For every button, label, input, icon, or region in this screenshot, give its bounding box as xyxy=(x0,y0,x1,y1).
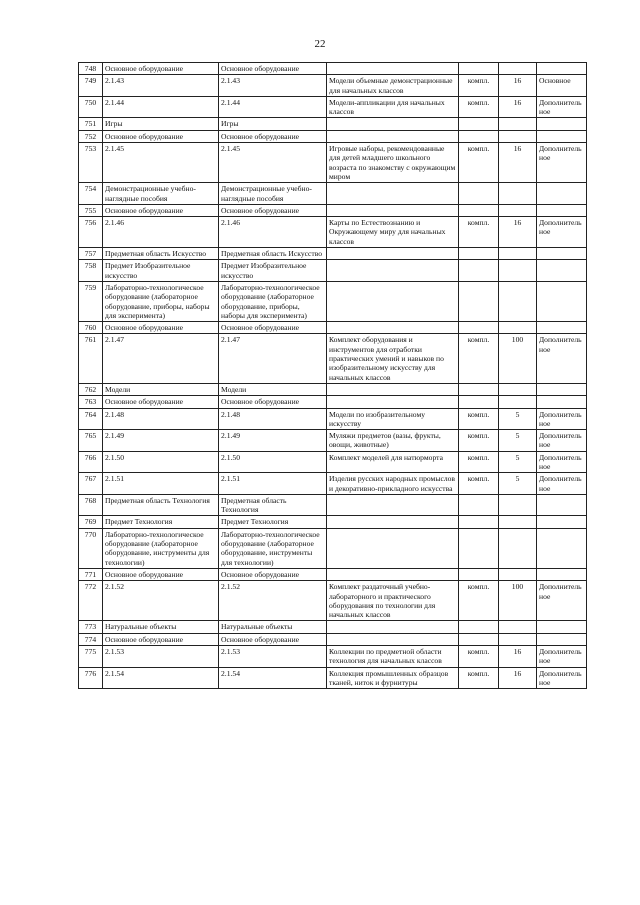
cell-section-code-duplicate: 2.1.43 xyxy=(219,75,327,97)
cell-section-code: Основное оборудование xyxy=(103,568,219,580)
cell-unit xyxy=(459,396,499,408)
cell-item-name xyxy=(327,494,459,516)
cell-item-name: Коллекция промышленных образцов тканей, ниток и фурнитуры xyxy=(327,667,459,689)
cell-equipment-type xyxy=(537,568,587,580)
cell-unit: компл. xyxy=(459,581,499,621)
cell-section-code-duplicate: 2.1.53 xyxy=(219,646,327,668)
cell-equipment-type: Дополнительное xyxy=(537,473,587,495)
cell-item-name xyxy=(327,204,459,216)
cell-item-name xyxy=(327,621,459,633)
cell-unit xyxy=(459,248,499,260)
table-row xyxy=(79,143,587,183)
cell-section-code-duplicate: Основное оборудование xyxy=(219,396,327,408)
cell-section-code: Натуральные объекты xyxy=(103,621,219,633)
cell-unit: компл. xyxy=(459,217,499,248)
cell-item-name: Изделия русских народных промыслов и декоративно-прикладного искусства xyxy=(327,473,459,495)
cell-equipment-type xyxy=(537,204,587,216)
cell-equipment-type: Дополнительное xyxy=(537,334,587,383)
cell-equipment-type xyxy=(537,130,587,142)
cell-section-code: 2.1.46 xyxy=(103,217,219,248)
cell-unit: компл. xyxy=(459,473,499,495)
cell-item-name: Модели объемные демонстрационные для начальных классов xyxy=(327,75,459,97)
table-row xyxy=(79,118,587,130)
cell-equipment-type xyxy=(537,281,587,321)
cell-equipment-type: Основное xyxy=(537,75,587,97)
cell-section-code: Основное оборудование xyxy=(103,322,219,334)
cell-quantity xyxy=(499,281,537,321)
cell-section-code: Основное оборудование xyxy=(103,396,219,408)
cell-item-name xyxy=(327,118,459,130)
cell-section-code: 2.1.50 xyxy=(103,451,219,473)
cell-row-number: 774 xyxy=(79,633,103,645)
cell-row-number: 751 xyxy=(79,118,103,130)
cell-quantity: 16 xyxy=(499,646,537,668)
cell-equipment-type: Дополнительное xyxy=(537,430,587,452)
cell-row-number: 755 xyxy=(79,204,103,216)
table-row xyxy=(79,621,587,633)
table-row xyxy=(79,334,587,383)
cell-equipment-type: Дополнительное xyxy=(537,143,587,183)
cell-row-number: 757 xyxy=(79,248,103,260)
cell-item-name: Комплект моделей для натюрморта xyxy=(327,451,459,473)
cell-quantity xyxy=(499,396,537,408)
cell-section-code-duplicate: 2.1.47 xyxy=(219,334,327,383)
cell-quantity xyxy=(499,260,537,282)
cell-section-code-duplicate: 2.1.52 xyxy=(219,581,327,621)
cell-quantity: 16 xyxy=(499,75,537,97)
cell-section-code: 2.1.48 xyxy=(103,408,219,430)
cell-section-code: Основное оборудование xyxy=(103,204,219,216)
cell-item-name xyxy=(327,260,459,282)
table-row xyxy=(79,646,587,668)
cell-item-name xyxy=(327,63,459,75)
cell-row-number: 764 xyxy=(79,408,103,430)
cell-equipment-type xyxy=(537,494,587,516)
cell-quantity xyxy=(499,248,537,260)
cell-item-name xyxy=(327,396,459,408)
table-row xyxy=(79,204,587,216)
cell-unit xyxy=(459,383,499,395)
cell-unit xyxy=(459,63,499,75)
cell-quantity xyxy=(499,633,537,645)
cell-unit xyxy=(459,568,499,580)
cell-item-name xyxy=(327,130,459,142)
table-row xyxy=(79,451,587,473)
cell-row-number: 768 xyxy=(79,494,103,516)
cell-equipment-type xyxy=(537,528,587,568)
cell-quantity xyxy=(499,621,537,633)
cell-item-name: Карты по Естествознанию и Окружающему миру для начальных классов xyxy=(327,217,459,248)
cell-quantity xyxy=(499,568,537,580)
cell-unit xyxy=(459,494,499,516)
cell-unit xyxy=(459,528,499,568)
page-number: 22 xyxy=(314,38,326,50)
cell-section-code-duplicate: 2.1.48 xyxy=(219,408,327,430)
cell-quantity: 5 xyxy=(499,451,537,473)
cell-equipment-type xyxy=(537,396,587,408)
cell-quantity xyxy=(499,494,537,516)
cell-equipment-type: Дополнительное xyxy=(537,451,587,473)
table-row xyxy=(79,63,587,75)
cell-section-code-duplicate: Предметная область Искусство xyxy=(219,248,327,260)
cell-row-number: 750 xyxy=(79,96,103,118)
cell-section-code: Модели xyxy=(103,383,219,395)
cell-section-code: Игры xyxy=(103,118,219,130)
cell-unit: компл. xyxy=(459,430,499,452)
cell-quantity: 100 xyxy=(499,334,537,383)
cell-row-number: 766 xyxy=(79,451,103,473)
cell-item-name xyxy=(327,568,459,580)
cell-unit xyxy=(459,260,499,282)
cell-quantity: 16 xyxy=(499,667,537,689)
cell-item-name: Модели-аппликации для начальных классов xyxy=(327,96,459,118)
cell-section-code-duplicate: Предметная область Технология xyxy=(219,494,327,516)
cell-equipment-type xyxy=(537,248,587,260)
cell-unit xyxy=(459,183,499,205)
cell-quantity: 16 xyxy=(499,96,537,118)
cell-row-number: 759 xyxy=(79,281,103,321)
table-row xyxy=(79,383,587,395)
cell-item-name xyxy=(327,383,459,395)
cell-section-code-duplicate: Модели xyxy=(219,383,327,395)
cell-unit xyxy=(459,633,499,645)
cell-item-name: Модели по изобразительному искусству xyxy=(327,408,459,430)
cell-row-number: 761 xyxy=(79,334,103,383)
cell-quantity xyxy=(499,204,537,216)
cell-unit xyxy=(459,516,499,528)
cell-equipment-type xyxy=(537,63,587,75)
cell-row-number: 749 xyxy=(79,75,103,97)
cell-quantity xyxy=(499,528,537,568)
cell-section-code-duplicate: 2.1.54 xyxy=(219,667,327,689)
cell-unit xyxy=(459,281,499,321)
cell-quantity xyxy=(499,118,537,130)
cell-unit: компл. xyxy=(459,646,499,668)
cell-quantity xyxy=(499,516,537,528)
table-row xyxy=(79,667,587,689)
cell-section-code-duplicate: 2.1.51 xyxy=(219,473,327,495)
cell-quantity xyxy=(499,322,537,334)
cell-quantity: 5 xyxy=(499,408,537,430)
cell-section-code: 2.1.43 xyxy=(103,75,219,97)
cell-item-name xyxy=(327,281,459,321)
cell-section-code-duplicate: Основное оборудование xyxy=(219,204,327,216)
cell-section-code-duplicate: 2.1.49 xyxy=(219,430,327,452)
cell-section-code: 2.1.45 xyxy=(103,143,219,183)
cell-unit xyxy=(459,118,499,130)
cell-section-code: Основное оборудование xyxy=(103,633,219,645)
cell-row-number: 772 xyxy=(79,581,103,621)
cell-section-code: Основное оборудование xyxy=(103,130,219,142)
cell-equipment-type: Дополнительное xyxy=(537,408,587,430)
table-row xyxy=(79,473,587,495)
equipment-table xyxy=(78,62,587,689)
cell-unit: компл. xyxy=(459,451,499,473)
cell-equipment-type: Дополнительное xyxy=(537,96,587,118)
cell-section-code: Лабораторно-технологическое оборудование (лабораторное оборудование, приборы, наборы для эксперимента) xyxy=(103,281,219,321)
cell-quantity: 5 xyxy=(499,473,537,495)
cell-equipment-type xyxy=(537,621,587,633)
cell-unit: компл. xyxy=(459,96,499,118)
cell-equipment-type: Дополнительное xyxy=(537,646,587,668)
cell-row-number: 769 xyxy=(79,516,103,528)
table-row xyxy=(79,322,587,334)
cell-item-name: Комплект оборудования и инструментов для отработки практических умений и навыков по изобразительному искусству для начальных классов xyxy=(327,334,459,383)
cell-section-code: 2.1.54 xyxy=(103,667,219,689)
cell-equipment-type xyxy=(537,260,587,282)
cell-row-number: 756 xyxy=(79,217,103,248)
cell-unit: компл. xyxy=(459,75,499,97)
table-row xyxy=(79,248,587,260)
table-row xyxy=(79,568,587,580)
cell-section-code-duplicate: Натуральные объекты xyxy=(219,621,327,633)
table-row xyxy=(79,528,587,568)
cell-equipment-type: Дополнительное xyxy=(537,581,587,621)
cell-item-name: Комплект раздаточный учебно-лабораторного и практического оборудования по технологии для начальных классов xyxy=(327,581,459,621)
table-row xyxy=(79,430,587,452)
cell-quantity: 16 xyxy=(499,217,537,248)
cell-item-name xyxy=(327,633,459,645)
cell-row-number: 775 xyxy=(79,646,103,668)
cell-section-code-duplicate: Игры xyxy=(219,118,327,130)
cell-item-name xyxy=(327,528,459,568)
table-row xyxy=(79,75,587,97)
cell-section-code: 2.1.51 xyxy=(103,473,219,495)
cell-unit: компл. xyxy=(459,667,499,689)
cell-equipment-type xyxy=(537,118,587,130)
cell-section-code-duplicate: Основное оборудование xyxy=(219,633,327,645)
cell-row-number: 753 xyxy=(79,143,103,183)
cell-equipment-type: Дополнительное xyxy=(537,217,587,248)
cell-unit xyxy=(459,130,499,142)
table-row xyxy=(79,408,587,430)
cell-row-number: 770 xyxy=(79,528,103,568)
cell-unit xyxy=(459,204,499,216)
cell-unit: компл. xyxy=(459,408,499,430)
cell-row-number: 765 xyxy=(79,430,103,452)
table-row xyxy=(79,281,587,321)
table-row xyxy=(79,494,587,516)
cell-item-name: Коллекции по предметной области технология для начальных классов xyxy=(327,646,459,668)
cell-row-number: 762 xyxy=(79,383,103,395)
cell-section-code: Предмет Изобразительное искусство xyxy=(103,260,219,282)
table-row xyxy=(79,633,587,645)
cell-item-name: Муляжи предметов (вазы, фрукты, овощи, животные) xyxy=(327,430,459,452)
cell-section-code: 2.1.53 xyxy=(103,646,219,668)
table-row xyxy=(79,581,587,621)
cell-section-code-duplicate: Основное оборудование xyxy=(219,568,327,580)
cell-section-code-duplicate: Основное оборудование xyxy=(219,63,327,75)
cell-quantity: 5 xyxy=(499,430,537,452)
cell-unit: компл. xyxy=(459,143,499,183)
cell-row-number: 776 xyxy=(79,667,103,689)
cell-section-code-duplicate: 2.1.45 xyxy=(219,143,327,183)
cell-row-number: 748 xyxy=(79,63,103,75)
cell-quantity: 100 xyxy=(499,581,537,621)
cell-section-code-duplicate: Основное оборудование xyxy=(219,130,327,142)
cell-section-code-duplicate: Предмет Изобразительное искусство xyxy=(219,260,327,282)
cell-section-code: Предметная область Искусство xyxy=(103,248,219,260)
cell-item-name xyxy=(327,322,459,334)
cell-equipment-type xyxy=(537,322,587,334)
cell-section-code: 2.1.52 xyxy=(103,581,219,621)
cell-section-code-duplicate: Лабораторно-технологическое оборудование (лабораторное оборудование, инструменты для технологии) xyxy=(219,528,327,568)
cell-equipment-type xyxy=(537,383,587,395)
cell-quantity: 16 xyxy=(499,143,537,183)
cell-section-code-duplicate: Предмет Технология xyxy=(219,516,327,528)
table-row xyxy=(79,396,587,408)
cell-section-code: Демонстрационные учебно-наглядные пособия xyxy=(103,183,219,205)
table-row xyxy=(79,183,587,205)
cell-row-number: 754 xyxy=(79,183,103,205)
cell-row-number: 773 xyxy=(79,621,103,633)
cell-section-code: 2.1.49 xyxy=(103,430,219,452)
cell-equipment-type: Дополнительное xyxy=(537,667,587,689)
cell-quantity xyxy=(499,383,537,395)
cell-section-code: Предметная область Технология xyxy=(103,494,219,516)
cell-unit xyxy=(459,621,499,633)
table-row xyxy=(79,217,587,248)
cell-section-code-duplicate: Лабораторно-технологическое оборудование (лабораторное оборудование, приборы, наборы для эксперимента) xyxy=(219,281,327,321)
cell-section-code-duplicate: Демонстрационные учебно-наглядные пособия xyxy=(219,183,327,205)
cell-row-number: 771 xyxy=(79,568,103,580)
table-row xyxy=(79,260,587,282)
cell-equipment-type xyxy=(537,633,587,645)
cell-quantity xyxy=(499,183,537,205)
cell-item-name: Игровые наборы, рекомендованные для детей младшего школьного возраста по знакомству с окружающим миром xyxy=(327,143,459,183)
table-row xyxy=(79,130,587,142)
cell-item-name xyxy=(327,516,459,528)
cell-item-name xyxy=(327,183,459,205)
cell-section-code-duplicate: 2.1.50 xyxy=(219,451,327,473)
cell-equipment-type xyxy=(537,516,587,528)
cell-row-number: 767 xyxy=(79,473,103,495)
table-row xyxy=(79,516,587,528)
cell-section-code: 2.1.47 xyxy=(103,334,219,383)
cell-equipment-type xyxy=(537,183,587,205)
cell-section-code-duplicate: 2.1.44 xyxy=(219,96,327,118)
cell-section-code: 2.1.44 xyxy=(103,96,219,118)
cell-row-number: 758 xyxy=(79,260,103,282)
cell-unit: компл. xyxy=(459,334,499,383)
cell-item-name xyxy=(327,248,459,260)
table-row xyxy=(79,96,587,118)
cell-row-number: 760 xyxy=(79,322,103,334)
cell-section-code-duplicate: 2.1.46 xyxy=(219,217,327,248)
cell-quantity xyxy=(499,63,537,75)
cell-section-code: Предмет Технология xyxy=(103,516,219,528)
cell-unit xyxy=(459,322,499,334)
cell-section-code-duplicate: Основное оборудование xyxy=(219,322,327,334)
cell-section-code: Основное оборудование xyxy=(103,63,219,75)
cell-quantity xyxy=(499,130,537,142)
cell-row-number: 763 xyxy=(79,396,103,408)
cell-section-code: Лабораторно-технологическое оборудование (лабораторное оборудование, инструменты для технологии) xyxy=(103,528,219,568)
cell-row-number: 752 xyxy=(79,130,103,142)
